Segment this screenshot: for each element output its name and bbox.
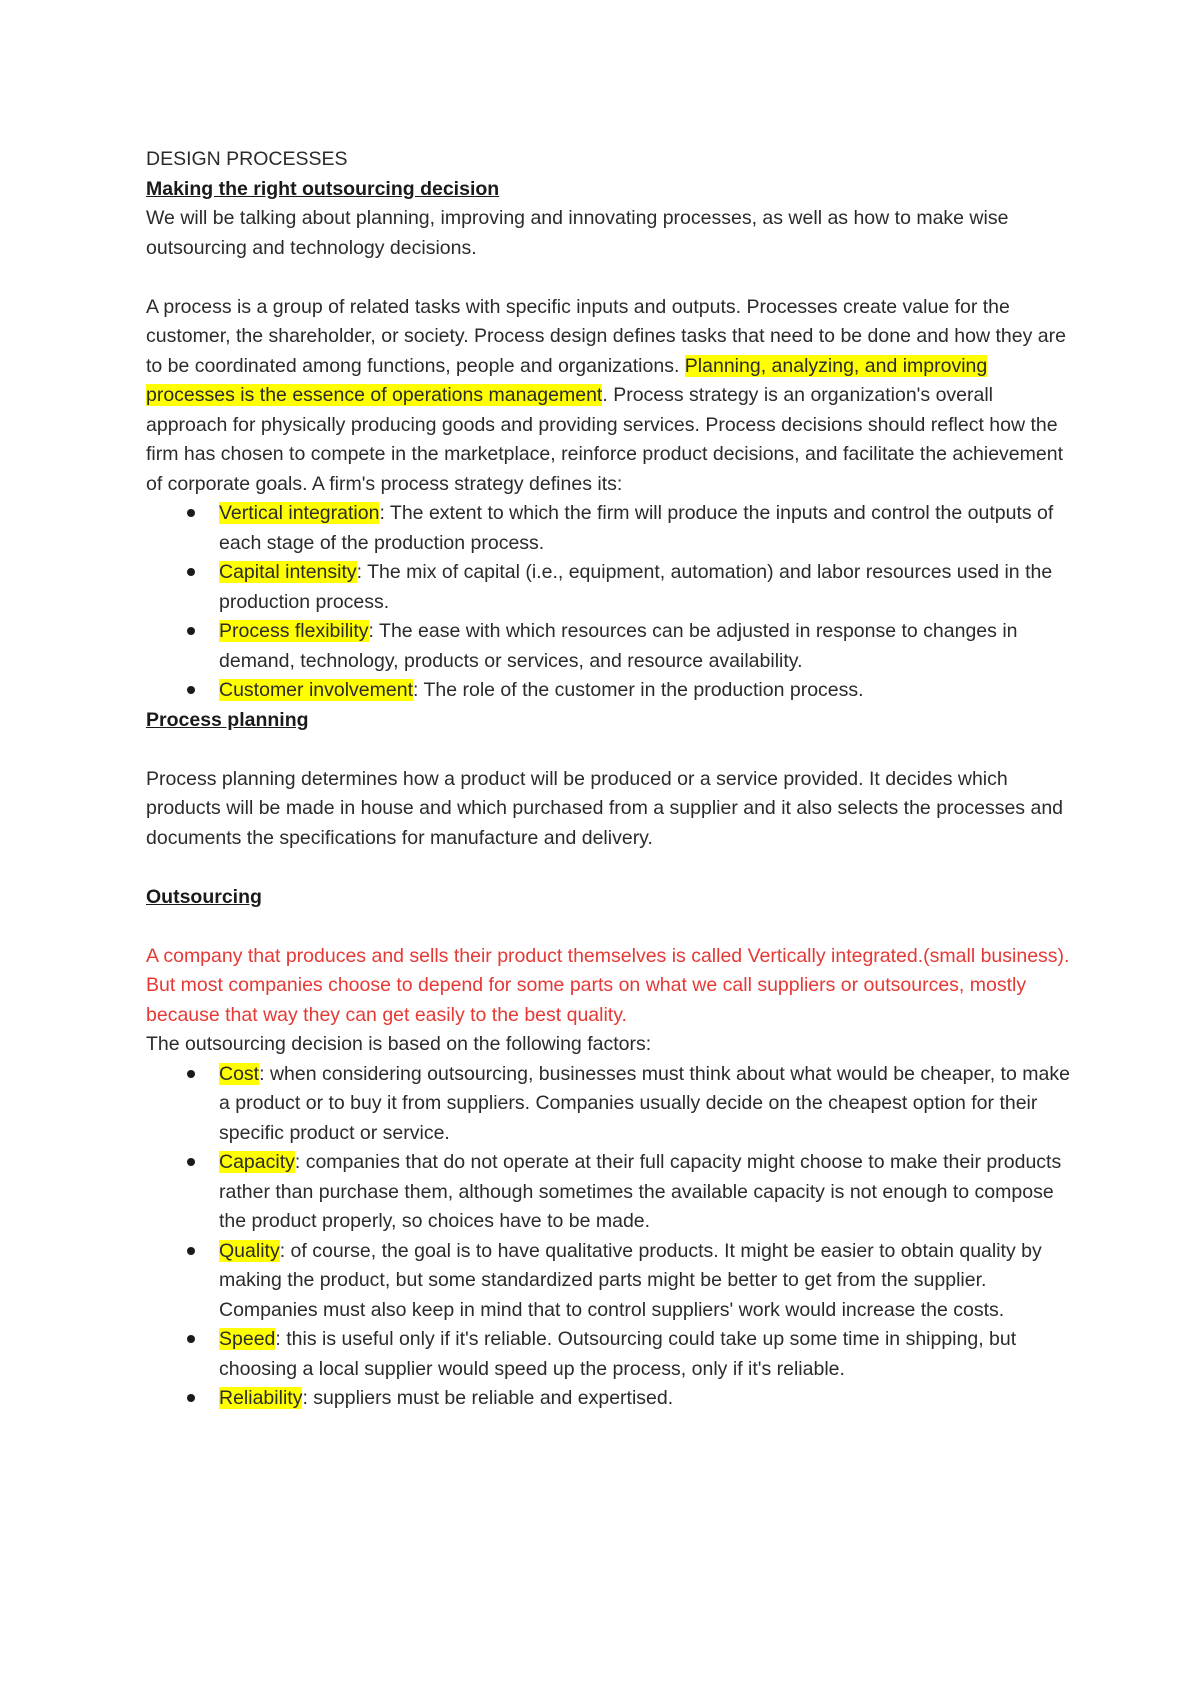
document-subtitle: Making the right outsourcing decision	[146, 177, 500, 200]
bullet-dot-icon	[187, 1158, 195, 1166]
process-paragraph	[146, 293, 1076, 500]
bullet-dot-icon	[187, 1247, 195, 1255]
strategy-term: Vertical integration	[219, 502, 380, 524]
document-title: DESIGN PROCESSES	[146, 148, 348, 170]
strategy-description: : The ease with which resources can be adjusted in response to changes in demand, technology, products or services, and resource availability.	[219, 620, 1018, 672]
strategy-description: : The role of the customer in the production process.	[413, 679, 864, 701]
strategy-term: Process flexibility	[219, 620, 369, 642]
spacer	[146, 912, 1076, 942]
factor-list	[146, 1060, 1076, 1414]
strategy-item	[146, 676, 1076, 706]
process-paragraph-text: A process is a group of related tasks with specific inputs and outputs. Processes create value for the customer, the shareholder, or society. Process design defines tasks that need to be done and how they are to be coordinated among functions, people and organizations.	[146, 295, 1066, 377]
strategy-item	[146, 499, 1076, 558]
bullet-dot-icon	[187, 1335, 195, 1343]
factor-description: : of course, the goal is to have qualitative products. It might be easier to obtain quality by making the product, but some standardized parts might be better to get from the supplier. Companies must also keep in mind that to control suppliers' work would increase the costs.	[219, 1239, 1042, 1321]
spacer	[146, 735, 1076, 765]
factor-description: : when considering outsourcing, businesses must think about what would be cheaper, to make a product or to buy it from suppliers. Companies usually decide on the cheapest option for their specific product or service.	[219, 1062, 1070, 1144]
factor-item	[146, 1148, 1076, 1237]
process-paragraph-highlight: Planning, analyzing, and improving processes is the essence of operations management	[146, 354, 988, 406]
factor-term: Cost	[219, 1062, 260, 1085]
process-paragraph-text-continued: . Process strategy is an organization's overall approach for physically producing goods and providing services. Process decisions should reflect how the firm has chosen to compete in the marketplace, reinforce product decisions, and facilitate the achievement of corporate goals. A firm's process strategy defines its:	[146, 384, 1063, 495]
bullet-dot-icon	[187, 568, 195, 576]
factor-term: Speed	[219, 1328, 276, 1350]
factor-item	[146, 1325, 1076, 1384]
process-planning-paragraph: Process planning determines how a product will be produced or a service provided. It decides which products will be made in house and which purchased from a supplier and it also selects the processes and documents the specifications for manufacture and delivery.	[146, 767, 1064, 849]
factor-term: Quality	[219, 1239, 280, 1262]
outsourcing-heading: Outsourcing	[146, 885, 262, 908]
factor-term: Capacity	[219, 1151, 295, 1173]
factor-description: : this is useful only if it's reliable. Outsourcing could take up some time in shipping, but choosing a local supplier would speed up the process, only if it's reliable.	[219, 1328, 1017, 1380]
strategy-term: Customer involvement	[219, 679, 413, 701]
spacer	[146, 263, 1076, 293]
intro-paragraph: We will be talking about planning, improving and innovating processes, as well as how to make wise outsourcing and technology decisions.	[146, 207, 1009, 259]
process-planning-heading: Process planning	[146, 708, 309, 731]
strategy-term: Capital intensity	[219, 561, 357, 583]
spacer	[146, 853, 1076, 883]
bullet-dot-icon	[187, 509, 195, 517]
strategy-description: : The mix of capital (i.e., equipment, automation) and labor resources used in the production process.	[219, 561, 1053, 613]
outsourcing-red-paragraph: A company that produces and sells their product themselves is called Vertically integrated.(small business). But most companies choose to depend for some parts on what we call suppliers or outsources, mostly because that way they can get easily to the best quality.	[146, 944, 1070, 1026]
bullet-dot-icon	[187, 1070, 195, 1078]
outsourcing-factors-intro: The outsourcing decision is based on the following factors:	[146, 1033, 652, 1055]
bullet-dot-icon	[187, 627, 195, 635]
strategy-list	[146, 499, 1076, 706]
strategy-description: : The extent to which the firm will produce the inputs and control the outputs of each stage of the production process.	[219, 502, 1054, 554]
factor-description: : suppliers must be reliable and expertised.	[302, 1387, 674, 1409]
bullet-dot-icon	[187, 1394, 195, 1402]
bullet-dot-icon	[187, 686, 195, 694]
strategy-item	[146, 617, 1076, 676]
factor-description: : companies that do not operate at their full capacity might choose to make their products rather than purchase them, although sometimes the available capacity is not enough to compose the product properly, so choices have to be made.	[219, 1151, 1062, 1232]
factor-item	[146, 1060, 1076, 1149]
strategy-item	[146, 558, 1076, 617]
factor-term: Reliability	[219, 1387, 303, 1409]
document-content	[146, 145, 1076, 1414]
factor-item	[146, 1237, 1076, 1326]
factor-item	[146, 1384, 1076, 1414]
